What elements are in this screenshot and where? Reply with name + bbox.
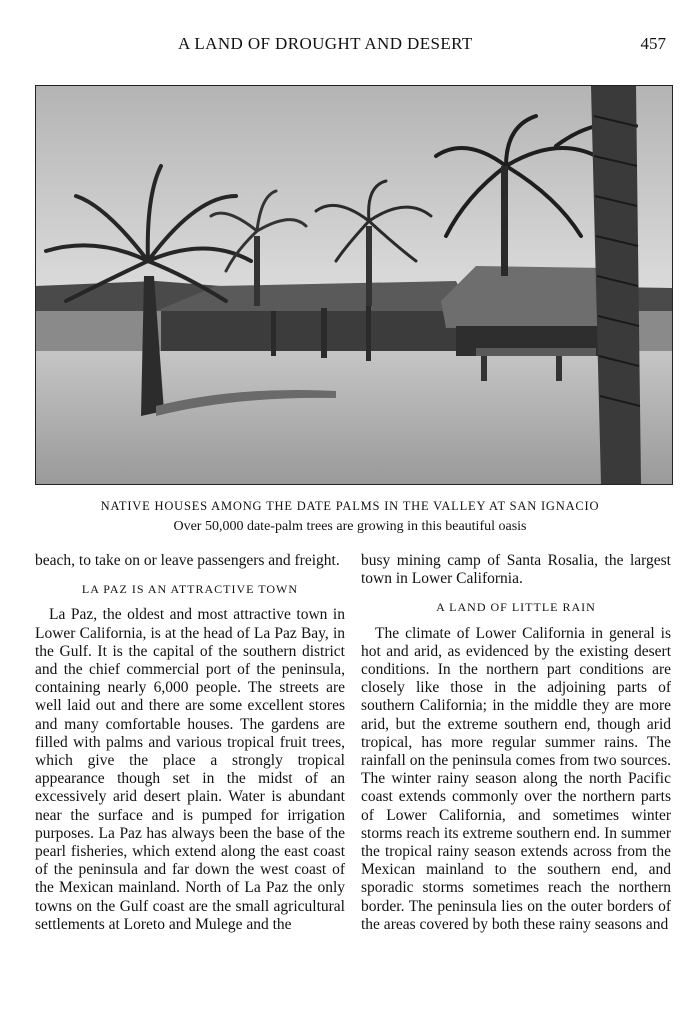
figure-caption: NATIVE HOUSES AMONG THE DATE PALMS IN THE VALLEY AT SAN IGNACIO — [100, 499, 600, 513]
left-continuation-text: beach, to take on or leave passengers and freight. — [35, 552, 340, 569]
photograph-date-palms — [35, 85, 673, 485]
right-continuation-text: busy mining camp of Santa Rosalia, the largest town in Lower California. — [361, 552, 671, 588]
figure-subcaption: Over 50,000 date-palm trees are growing in this beautiful oasis — [173, 519, 527, 534]
left-paragraph: La Paz, the oldest and most attractive town in Lower California, is at the head of La Paz Bay, in the Gulf. It is the capital of the southern district and the chief commercial port of the peninsula, containing nearly 6,000 people. The streets are well laid out and there are some excellent stores and many comfortable houses. The gardens are filled with palms and various tropical fruit trees, which give the place a strongly tropical appearance though set in the midst of an excessively arid desert plain. Water is abundant near the surface and is pumped for irrigation purposes. La Paz has always been the base of the pearl fisheries, which extend along the east coast of the peninsula and far down the west coast of the Mexican mainland. North of La Paz the only towns on the Gulf coast are the small agricultural settlements at Loreto and Mulege and the — [35, 606, 345, 933]
right-paragraph: The climate of Lower California in general is hot and arid, as evidenced by the existing desert conditions. In the northern part conditions are closely like those in the adjoining parts of southern California; in the middle they are more arid, but the extreme southern end, though arid tropical, has more regular summer rains. The rainfall on the peninsula comes from two sources. The winter rainy season along the north Pacific coast extends commonly over the northern parts of Lower California, and sometimes winter storms reach its extreme southern end. In summer the tropical rainy season extends across from the Mexican mainland to the southern end, and sporadic storms sometimes reach the northern border. The peninsula lies on the outer borders of the areas covered by both these rainy seasons and — [361, 624, 671, 933]
right-section-heading: A LAND OF LITTLE RAIN — [436, 600, 596, 615]
left-column — [35, 552, 345, 934]
running-head — [0, 34, 700, 54]
left-section-heading: LA PAZ IS AN ATTRACTIVE TOWN — [81, 582, 299, 597]
running-title: A LAND OF DROUGHT AND DESERT — [178, 34, 473, 53]
right-column — [361, 552, 671, 934]
page-number: 457 — [640, 34, 666, 53]
